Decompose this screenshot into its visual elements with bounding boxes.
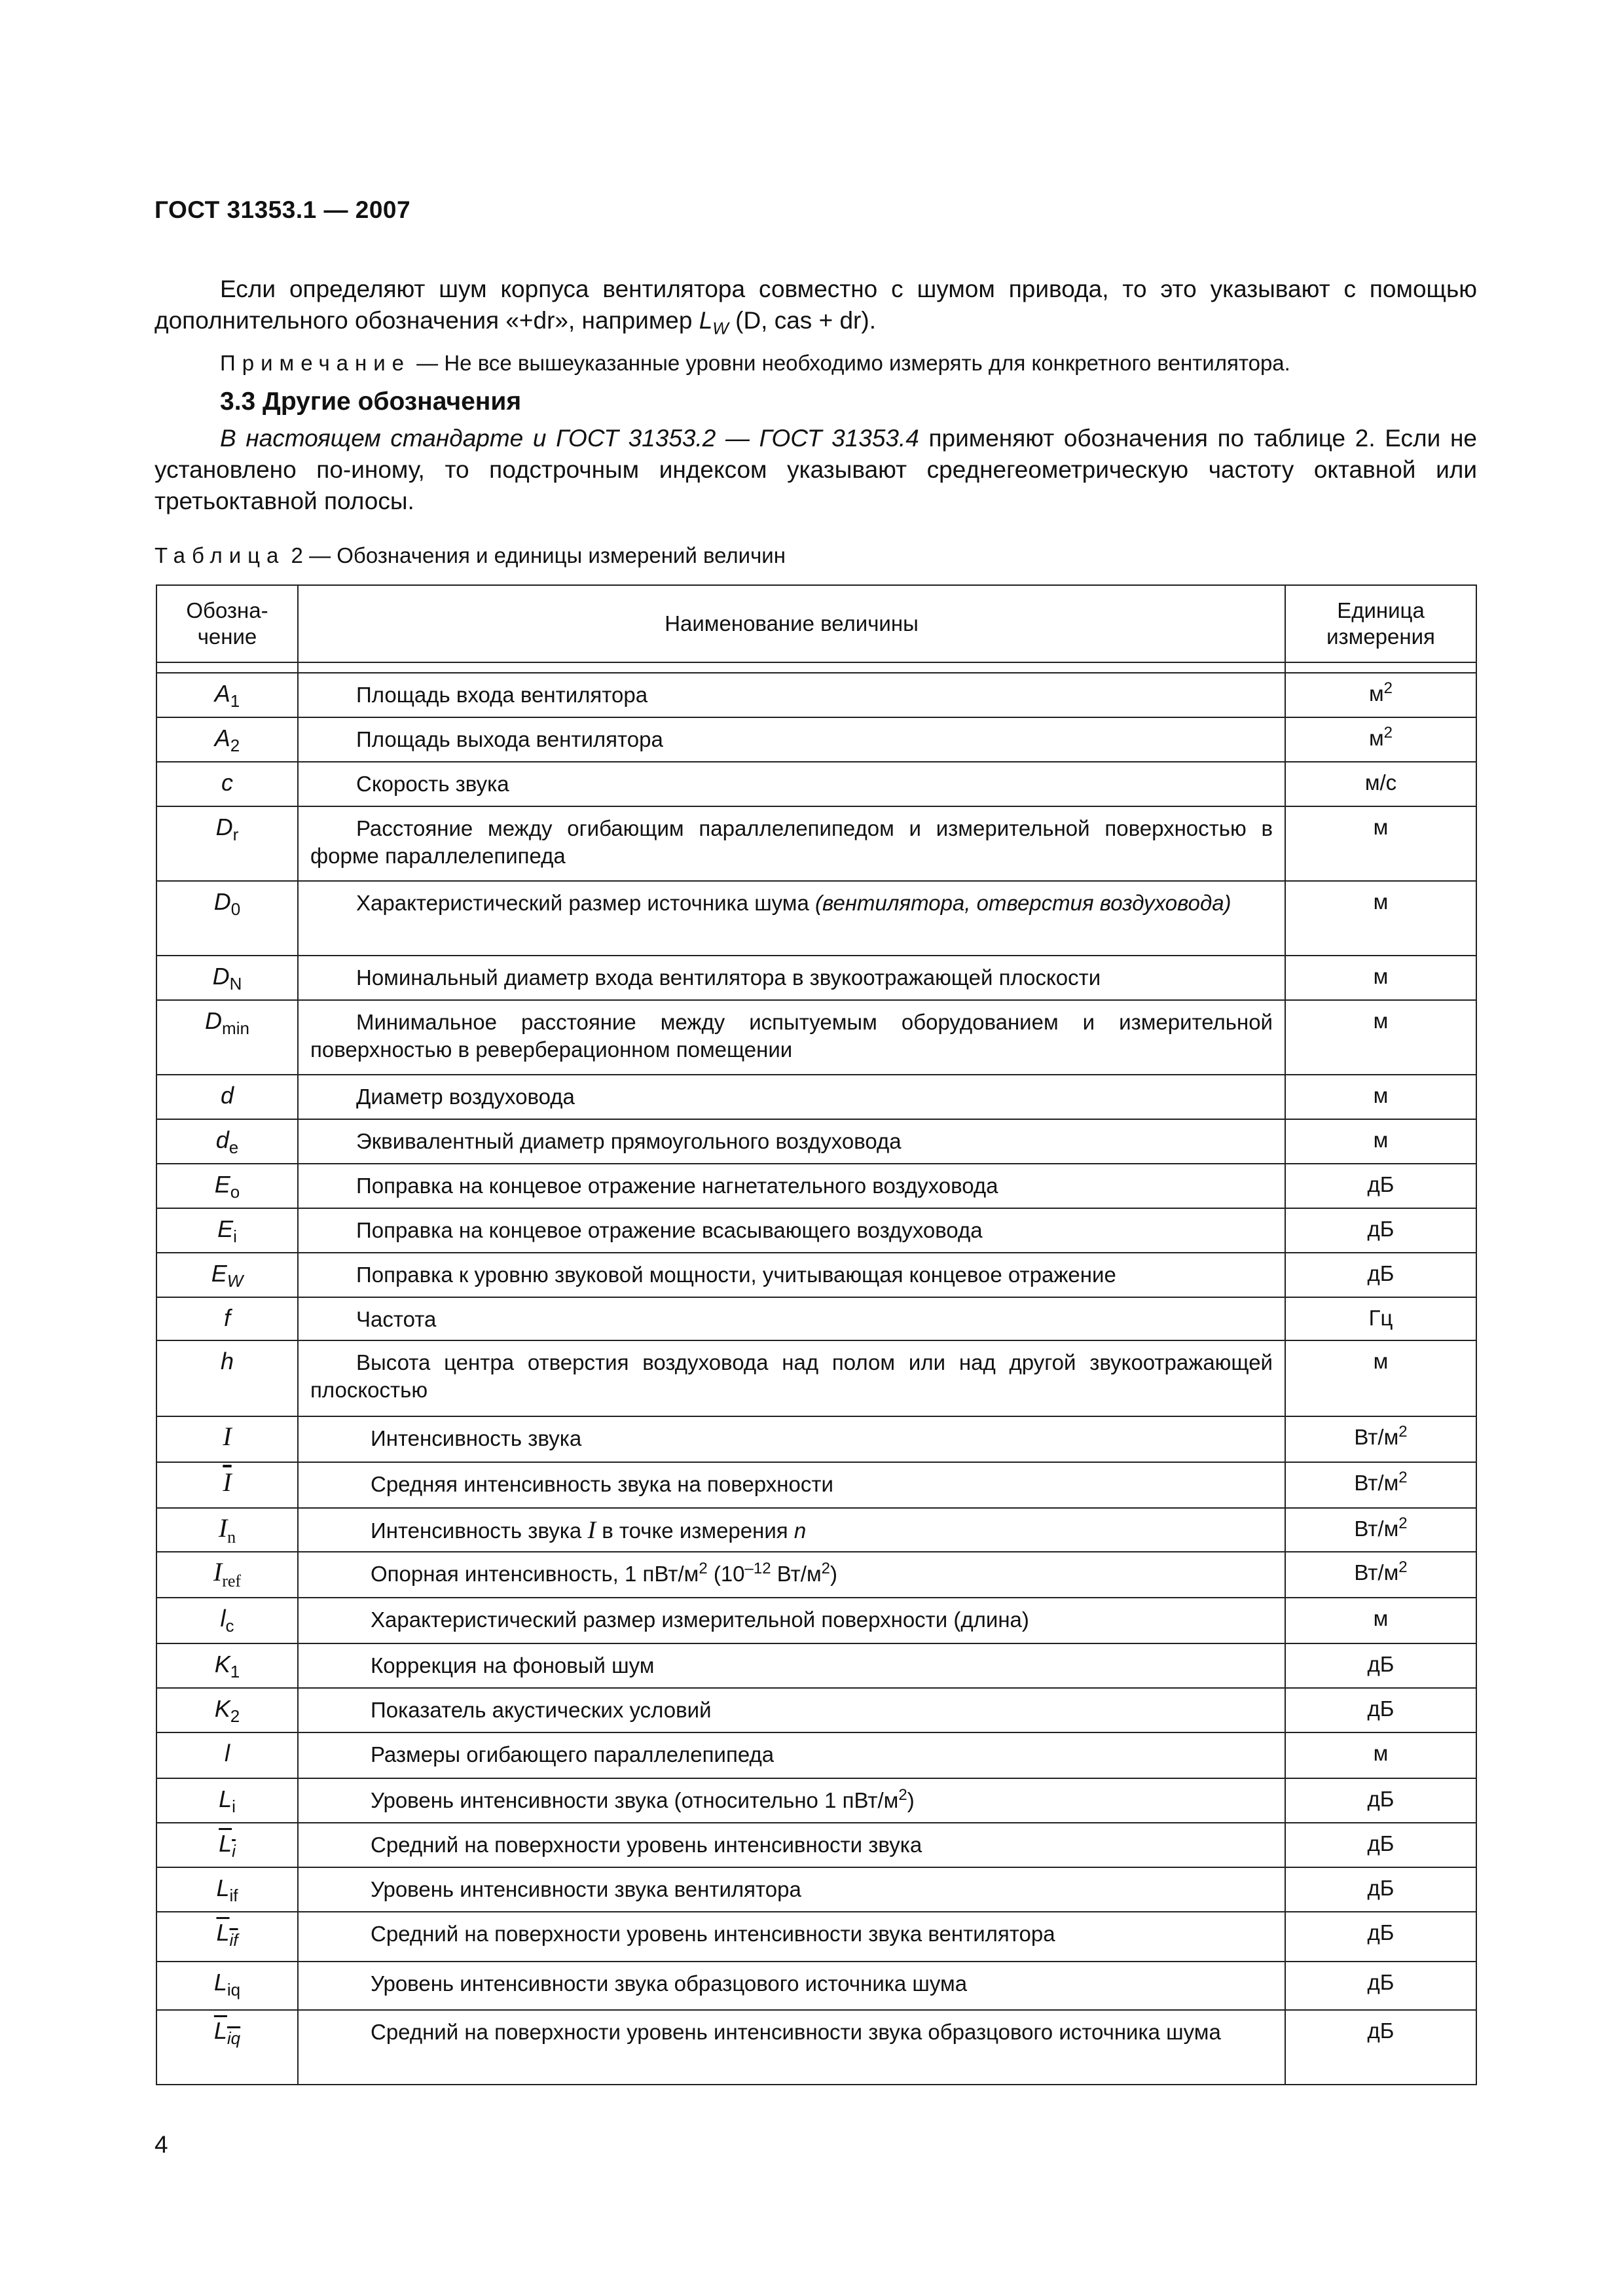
- table-row: $D_0$ Характеристический размер источника шума (вентилятора, отверстия воздуховода) м: [156, 881, 1476, 956]
- table-row: $K_1$ Коррекция на фоновый шум дБ: [156, 1643, 1476, 1688]
- table-row: d Диаметр воздуховода м: [156, 1075, 1476, 1119]
- table-row: $K_2$ Показатель акустических условий дБ: [156, 1688, 1476, 1732]
- table-row: $d_e$ Эквивалентный диаметр прямоугольного воздуховода м: [156, 1119, 1476, 1164]
- table-header-row: [156, 585, 1476, 662]
- note: [220, 351, 1290, 376]
- table-row: $I_{ref}$ Опорная интенсивность, 1 пВт/$м^2$ ($10^{-12}$ $Вт/м^2$) $Вт/м^2$: [156, 1552, 1476, 1598]
- table-row: $D_r$ Расстояние между огибающим параллелепипедом и измерительной поверхностью в форме параллелепипеда м: [156, 806, 1476, 881]
- symbols-table: [156, 584, 1477, 2085]
- section-paragraph: В настоящем стандарте и ГОСТ 31353.2 — ГОСТ 31353.4 применяют обозначения по таблице 2. Если не установлено по-иному, то подстрочным индексом указывают среднегеометрическую частоту октавной или третьоктавной полосы.: [155, 425, 1477, 514]
- table-caption: Таблица 2 — Обозначения и единицы измерений величин: [155, 543, 786, 567]
- table-row: $D_N$ Номинальный диаметр входа вентилятора в звукоотражающей плоскости м: [156, 956, 1476, 1000]
- table-row: $I_n$ Интенсивность звука I в точке измерения n $Вт/м^2$: [156, 1508, 1476, 1552]
- table-row: $A_1$ Площадь входа вентилятора $м^2$: [156, 673, 1476, 717]
- table-row: I Интенсивность звука $Вт/м^2$: [156, 1416, 1476, 1462]
- table-row: $L_{iq}$ Средний на поверхности уровень интенсивности звука образцового источника шума дБ: [156, 2010, 1476, 2085]
- table-row: l Размеры огибающего параллелепипеда м: [156, 1732, 1476, 1778]
- note-label: Примечание: [220, 351, 411, 375]
- header-symbol: Обозна- чение: [156, 585, 298, 662]
- table-row: $E_W$ Поправка к уровню звуковой мощности, учитывающая концевое отражение дБ: [156, 1253, 1476, 1297]
- document-code: ГОСТ 31353.1 — 2007: [155, 196, 411, 223]
- section-heading: 3.3 Другие обозначения: [220, 387, 522, 416]
- page-number: 4: [155, 2131, 168, 2158]
- table-row: $D_{min}$ Минимальное расстояние между испытуемым оборудованием и измерительной поверхностью в реверберационном помещении м: [156, 1000, 1476, 1075]
- table-row: $L_i$ Средний на поверхности уровень интенсивности звука дБ: [156, 1823, 1476, 1867]
- table-row: $L_{if}$ Уровень интенсивности звука вентилятора дБ: [156, 1867, 1476, 1912]
- table-row: f Частота Гц: [156, 1297, 1476, 1340]
- header-unit: Единица измерения: [1285, 585, 1476, 662]
- table-row: c Скорость звука м/с: [156, 762, 1476, 806]
- table-row: $E_o$ Поправка на концевое отражение нагнетательного воздуховода дБ: [156, 1164, 1476, 1208]
- table-spacer-row: [156, 662, 1476, 673]
- table-row: h Высота центра отверстия воздуховода над полом или над другой звукоотражающей плоскостью м: [156, 1340, 1476, 1416]
- table-row: $E_i$ Поправка на концевое отражение всасывающего воздуховода дБ: [156, 1208, 1476, 1253]
- table-row: $l_c$ Характеристический размер измерительной поверхности (длина) м: [156, 1598, 1476, 1643]
- table-row: $L_{if}$ Средний на поверхности уровень интенсивности звука вентилятора дБ: [156, 1912, 1476, 1962]
- header-name: Наименование величины: [298, 585, 1285, 662]
- table-row: $\overline{I}$ Средняя интенсивность звука на поверхности $Вт/м^2$: [156, 1462, 1476, 1508]
- table-row: $L_{iq}$ Уровень интенсивности звука образцового источника шума дБ: [156, 1962, 1476, 2010]
- table-row: $A_2$ Площадь выхода вентилятора $м^2$: [156, 717, 1476, 762]
- intro-paragraph: Если определяют шум корпуса вентилятора совместно с шумом привода, то это указывают с помощью дополнительного обозначения «+dr», например $L_W$ (D, cas + dr).: [155, 276, 1477, 338]
- table-row: $L_i$ Уровень интенсивности звука (относительно 1 пВт/$м^2$) дБ: [156, 1778, 1476, 1823]
- note-text: — Не все вышеуказанные уровни необходимо измерять для конкретного вентилятора.: [410, 351, 1290, 375]
